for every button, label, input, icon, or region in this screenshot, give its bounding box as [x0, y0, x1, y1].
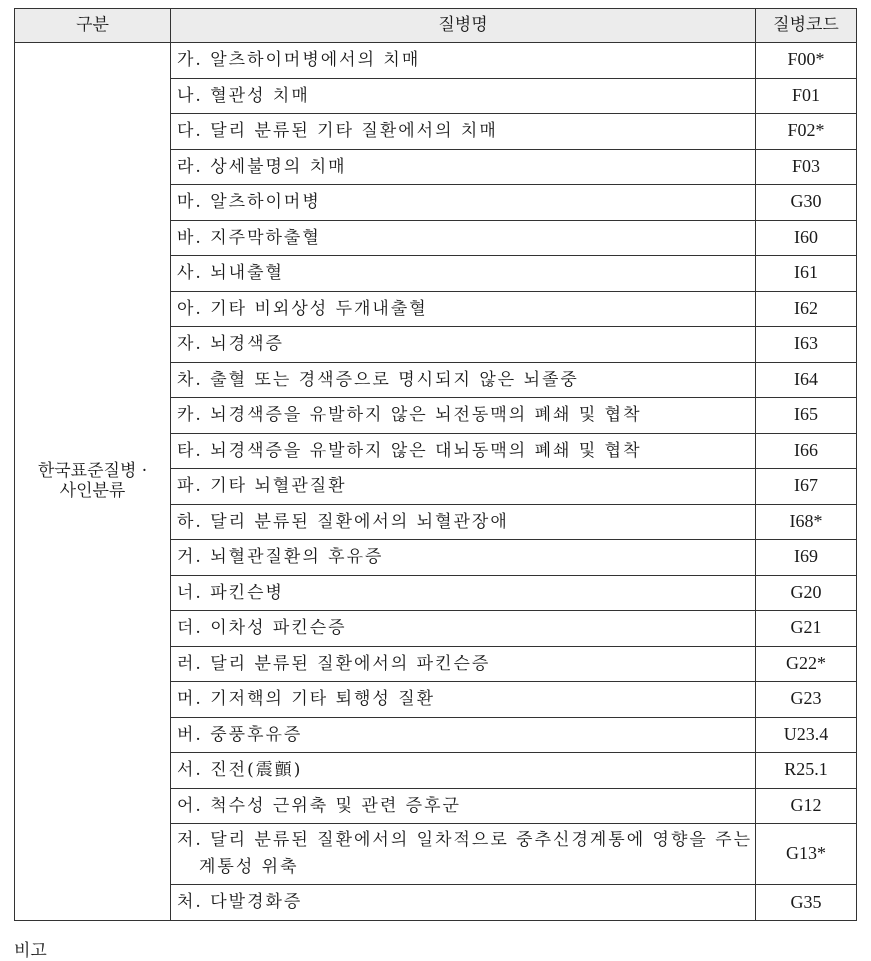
disease-name-cell: 거. 뇌혈관질환의 후유증 — [171, 540, 756, 576]
header-disease-code: 질병코드 — [756, 9, 857, 43]
disease-name-cell: 사. 뇌내출혈 — [171, 256, 756, 292]
disease-code-cell: G23 — [756, 682, 857, 718]
disease-name-cell: 차. 출혈 또는 경색증으로 명시되지 않은 뇌졸중 — [171, 362, 756, 398]
disease-name-cell: 서. 진전(震顫) — [171, 753, 756, 789]
disease-name-cell: 카. 뇌경색증을 유발하지 않은 뇌전동맥의 폐쇄 및 협착 — [171, 398, 756, 434]
disease-code-cell: I61 — [756, 256, 857, 292]
disease-code-cell: G22* — [756, 646, 857, 682]
disease-code-cell: I68* — [756, 504, 857, 540]
disease-name-cell: 라. 상세불명의 치매 — [171, 149, 756, 185]
category-label-line1: 한국표준질병 · — [37, 461, 148, 482]
disease-name-cell: 하. 달리 분류된 질환에서의 뇌혈관장애 — [171, 504, 756, 540]
disease-code-cell: I65 — [756, 398, 857, 434]
disease-code-cell: G12 — [756, 788, 857, 824]
disease-code-cell: G13* — [756, 824, 857, 885]
disease-code-cell: I64 — [756, 362, 857, 398]
disease-code-cell: I67 — [756, 469, 857, 505]
disease-code-cell: F02* — [756, 114, 857, 150]
disease-code-cell: G30 — [756, 185, 857, 221]
disease-name-cell: 처. 다발경화증 — [171, 885, 756, 921]
table-header-row — [15, 9, 857, 43]
disease-code-cell: G21 — [756, 611, 857, 647]
disease-code-cell: U23.4 — [756, 717, 857, 753]
category-label-line2: 사인분류 — [59, 481, 126, 502]
disease-code-cell: G35 — [756, 885, 857, 921]
disease-name-cell: 아. 기타 비외상성 두개내출혈 — [171, 291, 756, 327]
disease-code-cell: G20 — [756, 575, 857, 611]
table-row — [15, 43, 857, 79]
disease-name-cell: 어. 척수성 근위축 및 관련 증후군 — [171, 788, 756, 824]
disease-code-cell: F01 — [756, 78, 857, 114]
disease-code-cell: I62 — [756, 291, 857, 327]
disease-name-cell: 타. 뇌경색증을 유발하지 않은 대뇌동맥의 폐쇄 및 협착 — [171, 433, 756, 469]
disease-code-cell: I63 — [756, 327, 857, 363]
disease-name-cell: 마. 알츠하이머병 — [171, 185, 756, 221]
disease-name-cell: 러. 달리 분류된 질환에서의 파킨슨증 — [171, 646, 756, 682]
disease-name-cell: 나. 혈관성 치매 — [171, 78, 756, 114]
disease-name-cell: 파. 기타 뇌혈관질환 — [171, 469, 756, 505]
disease-code-cell: I66 — [756, 433, 857, 469]
disease-code-cell: I69 — [756, 540, 857, 576]
disease-code-cell: F03 — [756, 149, 857, 185]
disease-code-table — [14, 8, 857, 921]
disease-code-cell: F00* — [756, 43, 857, 79]
disease-name-cell: 너. 파킨슨병 — [171, 575, 756, 611]
header-category: 구분 — [15, 9, 171, 43]
disease-code-cell: R25.1 — [756, 753, 857, 789]
disease-name-cell: 바. 지주막하출혈 — [171, 220, 756, 256]
disease-name-cell: 다. 달리 분류된 기타 질환에서의 치매 — [171, 114, 756, 150]
disease-name-cell: 저. 달리 분류된 질환에서의 일차적으로 중추신경계통에 영향을 주는 계통성 위축 — [171, 824, 756, 885]
disease-code-cell: I60 — [756, 220, 857, 256]
disease-name-cell: 머. 기저핵의 기타 퇴행성 질환 — [171, 682, 756, 718]
footnote-label: 비고 — [14, 941, 47, 961]
header-disease-name: 질병명 — [171, 9, 756, 43]
disease-name-cell: 가. 알츠하이머병에서의 치매 — [171, 43, 756, 79]
disease-name-cell: 자. 뇌경색증 — [171, 327, 756, 363]
disease-name-cell: 버. 중풍후유증 — [171, 717, 756, 753]
disease-name-cell: 더. 이차성 파킨슨증 — [171, 611, 756, 647]
category-cell — [15, 43, 171, 921]
